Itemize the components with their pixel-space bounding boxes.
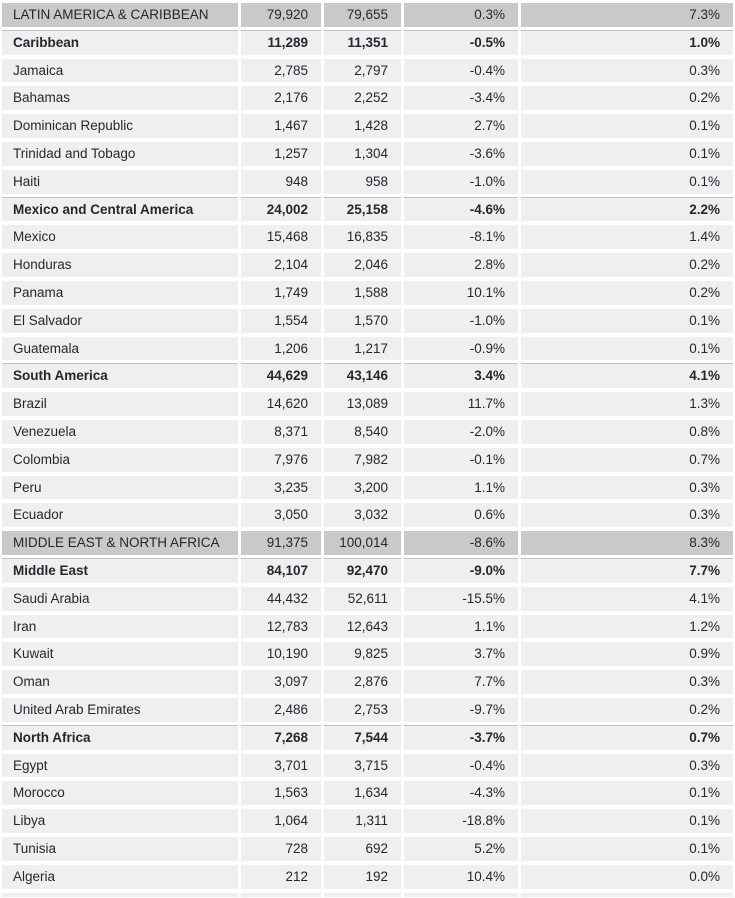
percent-share: 1.3%: [521, 392, 733, 416]
percent-change: 0.3%: [404, 3, 518, 27]
value-current: 2,176: [241, 86, 321, 110]
percent-change: -4.3%: [404, 781, 518, 805]
row-label: Guatemala: [2, 337, 238, 361]
value-previous: 7,982: [324, 448, 401, 472]
percent-change: 11.7%: [404, 392, 518, 416]
subregion-row: [2, 559, 733, 583]
value-current: 11,289: [241, 31, 321, 55]
value-current: 2,486: [241, 698, 321, 722]
row-label: Mexico: [2, 225, 238, 249]
value-previous: 100,014: [324, 531, 401, 555]
value-previous: 2,876: [324, 670, 401, 694]
percent-share: 0.3%: [521, 503, 733, 527]
country-row: [2, 781, 733, 805]
value-previous: 1,634: [324, 781, 401, 805]
row-label: Morocco: [2, 781, 238, 805]
country-row: [2, 114, 733, 138]
percent-change: -1.0%: [404, 170, 518, 194]
percent-change: -1.0%: [404, 309, 518, 333]
value-current: 1,064: [241, 809, 321, 833]
country-row: [2, 420, 733, 444]
percent-change: -3.6%: [404, 142, 518, 166]
value-previous: 43,146: [324, 364, 401, 388]
percent-change: -15.5%: [404, 587, 518, 611]
percent-share: 0.3%: [521, 59, 733, 83]
percent-share: 0.1%: [521, 114, 733, 138]
row-label: Bahamas: [2, 86, 238, 110]
row-label: Egypt: [2, 754, 238, 778]
percent-share: 0.3%: [521, 670, 733, 694]
percent-change: 10.4%: [404, 865, 518, 889]
percent-change: 5.2%: [404, 837, 518, 861]
value-current: 728: [241, 837, 321, 861]
value-previous: 1,311: [324, 809, 401, 833]
value-current: 1,206: [241, 337, 321, 361]
percent-change: -9.7%: [404, 698, 518, 722]
value-current: 1,563: [241, 781, 321, 805]
country-row: [2, 59, 733, 83]
value-previous: 79,655: [324, 3, 401, 27]
row-label: Libya: [2, 809, 238, 833]
value-current: 1,554: [241, 309, 321, 333]
percent-share: 0.7%: [521, 448, 733, 472]
row-label: Tunisia: [2, 837, 238, 861]
percent-change: [404, 893, 518, 897]
subregion-row: [2, 31, 733, 55]
value-current: 15,468: [241, 225, 321, 249]
value-current: 24,002: [241, 198, 321, 222]
row-label: El Salvador: [2, 309, 238, 333]
percent-share: 0.9%: [521, 642, 733, 666]
row-label: Iran: [2, 615, 238, 639]
row-label: Algeria: [2, 865, 238, 889]
percent-change: 3.7%: [404, 642, 518, 666]
row-label: Panama: [2, 281, 238, 305]
row-label: Trinidad and Tobago: [2, 142, 238, 166]
percent-change: -4.6%: [404, 198, 518, 222]
subregion-row: [2, 726, 733, 750]
value-previous: 1,570: [324, 309, 401, 333]
percent-change: -9.0%: [404, 559, 518, 583]
row-label: Dominican Republic: [2, 114, 238, 138]
row-label: Oman: [2, 670, 238, 694]
value-current: 212: [241, 865, 321, 889]
row-label: [2, 893, 238, 897]
row-label: Jamaica: [2, 59, 238, 83]
value-current: 1,257: [241, 142, 321, 166]
percent-share: 0.1%: [521, 142, 733, 166]
row-label: Ecuador: [2, 503, 238, 527]
percent-share: 0.1%: [521, 837, 733, 861]
value-current: 44,432: [241, 587, 321, 611]
value-current: 7,976: [241, 448, 321, 472]
percent-change: 10.1%: [404, 281, 518, 305]
country-row: [2, 476, 733, 500]
value-current: 2,785: [241, 59, 321, 83]
value-previous: [324, 893, 401, 897]
percent-share: 0.2%: [521, 281, 733, 305]
value-previous: 52,611: [324, 587, 401, 611]
percent-share: 0.3%: [521, 754, 733, 778]
country-row: [2, 337, 733, 361]
value-previous: 16,835: [324, 225, 401, 249]
percent-change: -0.4%: [404, 754, 518, 778]
value-previous: 2,797: [324, 59, 401, 83]
row-label: United Arab Emirates: [2, 698, 238, 722]
percent-share: 1.0%: [521, 31, 733, 55]
value-previous: 3,715: [324, 754, 401, 778]
percent-change: -0.1%: [404, 448, 518, 472]
percent-change: 1.1%: [404, 615, 518, 639]
value-current: 8,371: [241, 420, 321, 444]
country-row: [2, 170, 733, 194]
row-label: Caribbean: [2, 31, 238, 55]
value-previous: 92,470: [324, 559, 401, 583]
value-current: 79,920: [241, 3, 321, 27]
percent-share: 0.1%: [521, 337, 733, 361]
percent-share: 8.3%: [521, 531, 733, 555]
percent-change: -0.5%: [404, 31, 518, 55]
percent-share: [521, 893, 733, 897]
value-current: 948: [241, 170, 321, 194]
percent-share: 0.8%: [521, 420, 733, 444]
percent-change: -2.0%: [404, 420, 518, 444]
country-row: [2, 86, 733, 110]
row-label: Haiti: [2, 170, 238, 194]
value-previous: 1,304: [324, 142, 401, 166]
percent-share: 0.1%: [521, 170, 733, 194]
subregion-row: [2, 364, 733, 388]
country-row: [2, 142, 733, 166]
value-previous: 692: [324, 837, 401, 861]
country-row: [2, 392, 733, 416]
percent-change: 1.1%: [404, 476, 518, 500]
value-previous: 3,032: [324, 503, 401, 527]
percent-share: 0.1%: [521, 309, 733, 333]
percent-change: 0.6%: [404, 503, 518, 527]
value-current: 44,629: [241, 364, 321, 388]
percent-share: 1.2%: [521, 615, 733, 639]
value-previous: 1,428: [324, 114, 401, 138]
value-previous: 1,217: [324, 337, 401, 361]
value-previous: 1,588: [324, 281, 401, 305]
row-label: MIDDLE EAST & NORTH AFRICA: [2, 531, 238, 555]
partial-row-sliver: [2, 893, 733, 897]
country-row: [2, 309, 733, 333]
percent-share: 7.3%: [521, 3, 733, 27]
value-current: 1,749: [241, 281, 321, 305]
value-current: 1,467: [241, 114, 321, 138]
row-label: Kuwait: [2, 642, 238, 666]
percent-change: -8.6%: [404, 531, 518, 555]
value-previous: 2,046: [324, 253, 401, 277]
percent-change: -18.8%: [404, 809, 518, 833]
value-previous: 958: [324, 170, 401, 194]
percent-change: -0.4%: [404, 59, 518, 83]
country-row: [2, 615, 733, 639]
value-previous: 11,351: [324, 31, 401, 55]
country-row: [2, 448, 733, 472]
percent-share: 0.2%: [521, 698, 733, 722]
value-current: 2,104: [241, 253, 321, 277]
row-label: Peru: [2, 476, 238, 500]
percent-share: 2.2%: [521, 198, 733, 222]
percent-change: 2.7%: [404, 114, 518, 138]
country-row: [2, 281, 733, 305]
region-row: [2, 531, 733, 555]
region-row: [2, 3, 733, 27]
country-row: [2, 503, 733, 527]
percent-share: 0.1%: [521, 809, 733, 833]
value-current: 3,235: [241, 476, 321, 500]
value-previous: 12,643: [324, 615, 401, 639]
percent-change: -3.7%: [404, 726, 518, 750]
value-previous: 9,825: [324, 642, 401, 666]
row-label: Colombia: [2, 448, 238, 472]
value-current: 84,107: [241, 559, 321, 583]
country-row: [2, 754, 733, 778]
percent-share: 1.4%: [521, 225, 733, 249]
percent-share: 0.2%: [521, 86, 733, 110]
percent-change: 7.7%: [404, 670, 518, 694]
row-label: Venezuela: [2, 420, 238, 444]
value-current: 3,097: [241, 670, 321, 694]
country-row: [2, 253, 733, 277]
row-label: LATIN AMERICA & CARIBBEAN: [2, 3, 238, 27]
percent-change: 3.4%: [404, 364, 518, 388]
value-current: 3,050: [241, 503, 321, 527]
value-previous: 7,544: [324, 726, 401, 750]
value-previous: 192: [324, 865, 401, 889]
value-previous: 3,200: [324, 476, 401, 500]
value-current: 7,268: [241, 726, 321, 750]
percent-share: 4.1%: [521, 587, 733, 611]
country-row: [2, 698, 733, 722]
country-row: [2, 865, 733, 889]
value-previous: 2,753: [324, 698, 401, 722]
value-current: [241, 893, 321, 897]
country-row: [2, 809, 733, 833]
country-row: [2, 587, 733, 611]
value-current: 10,190: [241, 642, 321, 666]
row-label: Honduras: [2, 253, 238, 277]
percent-change: -0.9%: [404, 337, 518, 361]
row-label: Middle East: [2, 559, 238, 583]
percent-share: 0.1%: [521, 781, 733, 805]
percent-change: -3.4%: [404, 86, 518, 110]
row-label: Brazil: [2, 392, 238, 416]
row-label: Saudi Arabia: [2, 587, 238, 611]
value-current: 14,620: [241, 392, 321, 416]
percent-change: -8.1%: [404, 225, 518, 249]
country-row: [2, 225, 733, 249]
percent-share: 0.3%: [521, 476, 733, 500]
percent-share: 4.1%: [521, 364, 733, 388]
row-label: Mexico and Central America: [2, 198, 238, 222]
value-previous: 8,540: [324, 420, 401, 444]
percent-share: 0.0%: [521, 865, 733, 889]
value-current: 91,375: [241, 531, 321, 555]
country-row: [2, 642, 733, 666]
percent-change: 2.8%: [404, 253, 518, 277]
country-row: [2, 670, 733, 694]
value-current: 3,701: [241, 754, 321, 778]
value-previous: 25,158: [324, 198, 401, 222]
value-current: 12,783: [241, 615, 321, 639]
row-label: South America: [2, 364, 238, 388]
subregion-row: [2, 198, 733, 222]
value-previous: 13,089: [324, 392, 401, 416]
percent-share: 0.2%: [521, 253, 733, 277]
percent-share: 0.7%: [521, 726, 733, 750]
country-row: [2, 837, 733, 861]
value-previous: 2,252: [324, 86, 401, 110]
percent-share: 7.7%: [521, 559, 733, 583]
row-label: North Africa: [2, 726, 238, 750]
